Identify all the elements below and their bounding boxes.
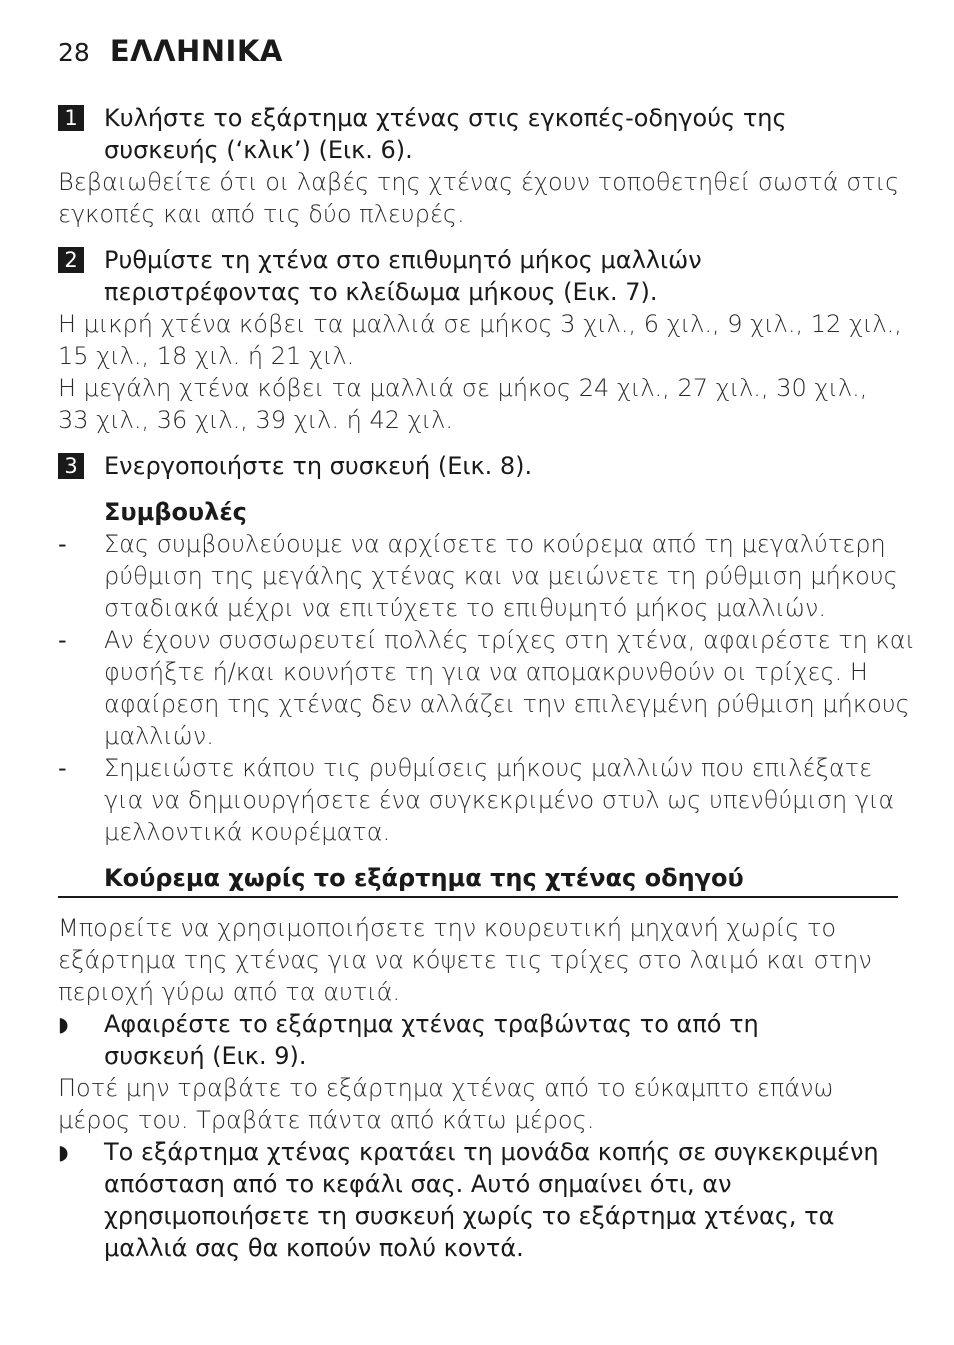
tip-line: μαλλιών. [104,722,214,750]
step-1 [58,102,898,166]
instruction-bullet-item [58,1008,898,1072]
note-line: Ποτέ μην τραβάτε το εξάρτημα χτένας από το εύκαμπτο επάνω [58,1074,834,1102]
step-3-instruction [104,450,532,482]
instruction-text [104,1136,879,1264]
intro-line: Μπορείτε να χρησιμοποιήσετε την κουρευτική μηχανή χωρίς το [58,914,837,942]
note-line: μέρος του. Τραβάτε πάντα από κάτω μέρος. [58,1106,595,1134]
tip-line: Σας συμβουλεύουμε να αρχίσετε το κούρεμα από τη μεγαλύτερη [104,530,886,558]
instruction-bullet-item [58,1136,898,1264]
tip-line: σταδιακά μέχρι να επιτύχετε το επιθυμητό μήκος μαλλιών. [104,594,827,622]
step-1-line: συσκευής (‘κλικ’) (Εικ. 6). [104,136,413,164]
step-3-line: Ενεργοποιήστε τη συσκευή (Εικ. 8). [104,452,533,480]
section-title: ΕΛΛΗΝΙΚΑ [109,34,283,68]
intro-line: περιοχή γύρω από τα αυτιά. [58,978,401,1006]
step-1-line: Κυλήστε το εξάρτημα χτένας στις εγκοπές-οδηγούς της [104,104,787,132]
step-2-note-line: Η μεγάλη χτένα κόβει τα μαλλιά σε μήκος 24 χιλ., 27 χιλ., 30 χιλ., [58,374,868,402]
instruction-line: χρησιμοποιήσετε τη συσκευή χωρίς το εξάρτημα χτένας, τα [104,1202,835,1230]
step-3 [58,450,898,482]
step-number-badge: 1 [58,105,84,131]
step-2-note-line: 15 χιλ., 18 χιλ. ή 21 χιλ. [58,342,355,370]
dash-marker: - [58,530,67,558]
page-header [58,34,283,74]
tip-line: αφαίρεση της χτένας δεν αλλάζει την επιλεγμένη ρύθμιση μήκους [104,690,910,718]
tip-item [58,528,898,624]
tip-line: φυσήξτε ή/και κουνήστε τη για να απομακρυνθούν οι τρίχες. Η [104,658,868,686]
instruction-line: Αφαιρέστε το εξάρτημα χτένας τραβώντας το από τη [104,1010,759,1038]
step-number-badge: 3 [58,453,84,479]
tip-line: μελλοντικά κουρέματα. [104,818,391,846]
tips-heading: Συμβουλές [104,498,247,526]
tip-item [58,752,898,848]
step-2-note-line: Η μικρή χτένα κόβει τα μαλλιά σε μήκος 3 χιλ., 6 χιλ., 9 χιλ., 12 χιλ., [58,310,902,338]
step-1-note-line: εγκοπές και από τις δύο πλευρές. [58,200,465,228]
dash-marker: - [58,626,67,654]
step-number-badge: 2 [58,247,84,273]
instruction-line: μαλλιά σας θα κοπούν πολύ κοντά. [104,1234,524,1262]
page-number: 28 [58,38,90,67]
tip-line: Σημειώστε κάπου τις ρυθμίσεις μήκους μαλλιών που επιλέξατε [104,754,873,782]
step-2 [58,244,898,308]
bullet-arrow-icon: ◗ [58,1140,69,1164]
intro-line: εξάρτημα της χτένας για να κόψετε τις τρίχες στο λαιμό και στην [58,946,872,974]
tip-line: Αν έχουν συσσωρευτεί πολλές τρίχες στη χτένα, αφαιρέστε τη και [104,626,915,654]
section-heading-no-comb: Κούρεμα χωρίς το εξάρτημα της χτένας οδηγού [58,862,898,898]
instruction-line: Το εξάρτημα χτένας κρατάει τη μονάδα κοπής σε συγκεκριμένη [104,1138,879,1166]
step-2-line: Ρυθμίστε τη χτένα στο επιθυμητό μήκος μαλλιών [104,246,702,274]
step-2-instruction [104,244,702,308]
instruction-text [104,1008,759,1072]
tip-text [104,528,898,624]
instruction-line: απόσταση από το κεφάλι σας. Αυτό σημαίνει ότι, αν [104,1170,732,1198]
page-content [58,102,915,1264]
step-2-line: περιστρέφοντας το κλείδωμα μήκους (Εικ. 7). [104,278,658,306]
step-1-note-line: Βεβαιωθείτε ότι οι λαβές της χτένας έχουν τοποθετηθεί σωστά στις [58,168,900,196]
instruction-line: συσκευή (Εικ. 9). [104,1042,307,1070]
bullet-arrow-icon: ◗ [58,1012,69,1036]
tip-item [58,624,915,752]
tip-line: ρύθμιση της μεγάλης χτένας και να μειώνετε τη ρύθμιση μήκους [104,562,898,590]
step-2-note-line: 33 χιλ., 36 χιλ., 39 χιλ. ή 42 χιλ. [58,406,453,434]
tip-line: για να δημιουργήσετε ένα συγκεκριμένο στυλ ως υπενθύμιση για [104,786,895,814]
tip-text [104,624,915,752]
tip-text [104,752,894,848]
step-1-instruction [104,102,787,166]
dash-marker: - [58,754,67,782]
